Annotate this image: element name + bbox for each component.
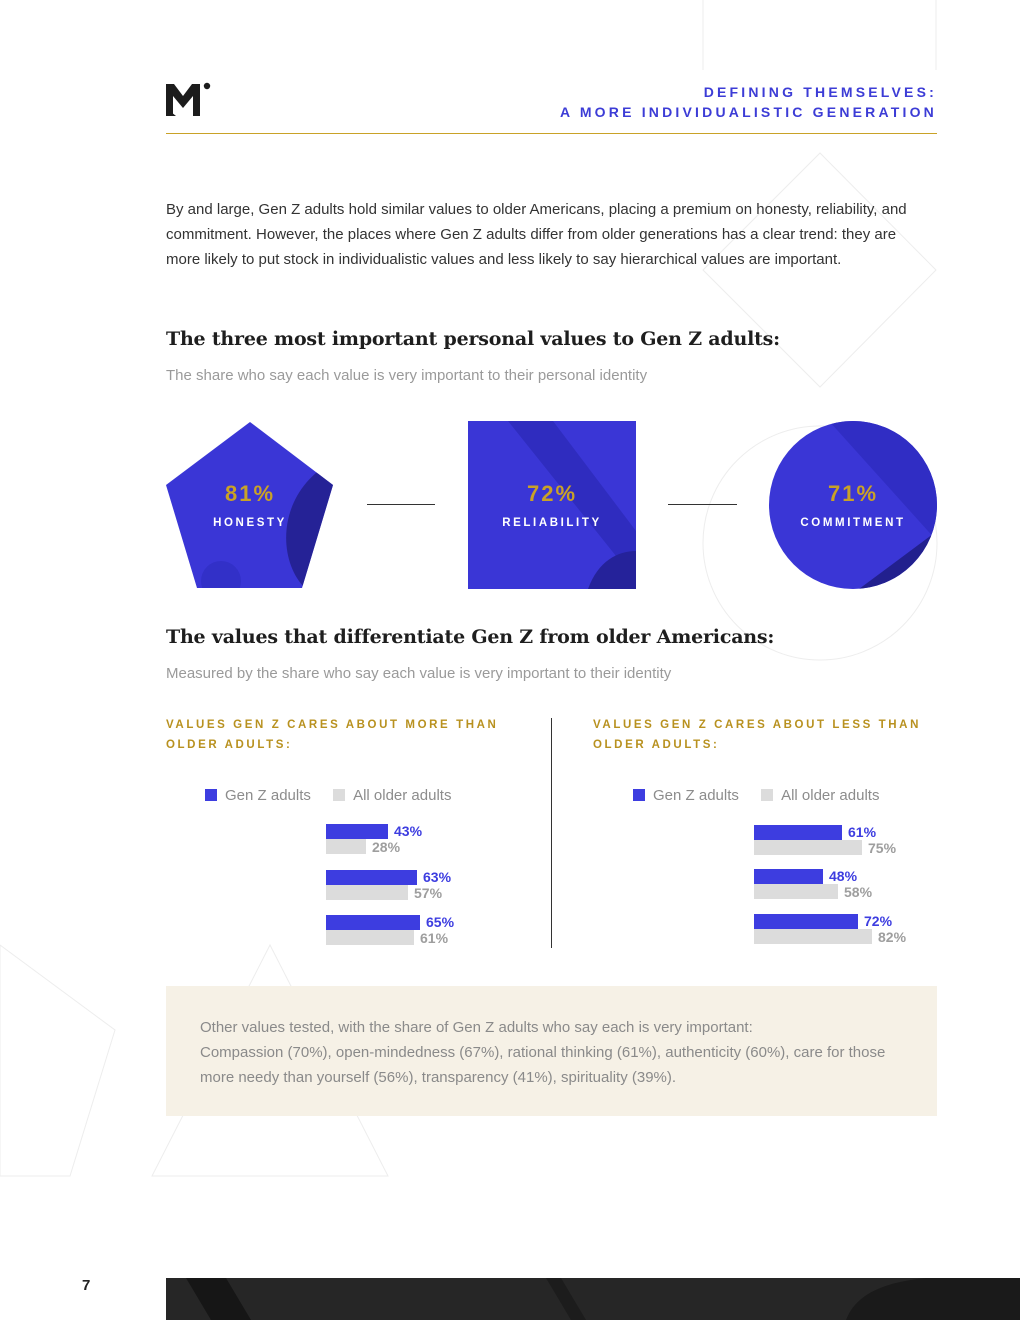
value-label-genz: 61% xyxy=(848,824,877,840)
legend-label-older: All older adults xyxy=(781,787,880,804)
chart-more-title xyxy=(166,715,498,755)
legend-swatch-older xyxy=(761,789,773,801)
chart-more-legend xyxy=(205,787,451,804)
header-divider xyxy=(166,133,937,134)
header-title-line1: DEFINING THEMSELVES: xyxy=(703,84,937,100)
value-card-reliability xyxy=(468,421,636,589)
value-card-commitment xyxy=(769,421,937,589)
value-label-older: 82% xyxy=(878,929,907,945)
bar-genz xyxy=(754,825,842,840)
intro-paragraph: By and large, Gen Z adults hold similar values to older Americans, placing a premium on honesty, reliability, and commitment. However, the places where Gen Z adults differ from older generations has a clear trend: they are more likely to put stock in individualistic values and less likely to say hierarchical values are important. xyxy=(166,201,907,268)
legend-swatch-older xyxy=(333,789,345,801)
reliability-percent: 72% xyxy=(526,481,578,506)
page-header-title xyxy=(560,82,937,122)
value-label-genz: 65% xyxy=(426,914,455,930)
bar-older xyxy=(754,840,862,855)
bar-genz xyxy=(326,824,388,839)
brand-logo xyxy=(166,82,212,118)
section2-subtitle: Measured by the share who say each value is very important to their identity xyxy=(166,665,672,682)
value-label-genz: 63% xyxy=(423,869,452,885)
value-label-older: 57% xyxy=(414,885,443,901)
chart-more-title-line2: OLDER ADULTS: xyxy=(166,739,293,751)
honesty-label: HONESTY xyxy=(213,517,287,529)
chart-more-title-line1: VALUES GEN Z CARES ABOUT MORE THAN xyxy=(166,719,499,731)
bar-genz xyxy=(326,870,417,885)
legend-label-genz: Gen Z adults xyxy=(225,787,311,804)
bar-genz xyxy=(326,915,420,930)
chart-less-legend xyxy=(633,787,879,804)
chart-less-title-line1: VALUES GEN Z CARES ABOUT LESS THAN xyxy=(593,719,921,731)
panel-divider xyxy=(551,718,552,948)
connector-line xyxy=(367,504,435,505)
legend-label-genz: Gen Z adults xyxy=(653,787,739,804)
bar-genz xyxy=(754,869,823,884)
other-values-note xyxy=(200,1015,910,1090)
honesty-percent: 81% xyxy=(224,481,276,506)
page-number: 7 xyxy=(82,1277,91,1294)
value-label-older: 61% xyxy=(420,930,449,946)
header-title-line2: A MORE INDIVIDUALISTIC GENERATION xyxy=(559,104,937,120)
reliability-label: RELIABILITY xyxy=(502,517,602,529)
value-label-genz: 72% xyxy=(864,913,893,929)
footer-band xyxy=(166,1278,1020,1320)
bar-older xyxy=(326,885,408,900)
legend-swatch-genz xyxy=(633,789,645,801)
bar-older xyxy=(326,930,414,945)
section1-subtitle: The share who say each value is very important to their personal identity xyxy=(166,367,648,384)
commitment-label: COMMITMENT xyxy=(800,517,906,529)
bar-older xyxy=(326,839,366,854)
value-card-honesty xyxy=(166,421,334,589)
value-label-older: 75% xyxy=(868,840,897,856)
legend-label-older: All older adults xyxy=(353,787,452,804)
legend-swatch-genz xyxy=(205,789,217,801)
value-label-genz: 48% xyxy=(829,868,858,884)
note-line2: Compassion (70%), open-mindedness (67%), rational thinking (61%), authenticity (60%), care for those more needy than yourself (56%), transparency (41%), spirituality (39%). xyxy=(200,1044,886,1086)
note-line1: Other values tested, with the share of Gen Z adults who say each is very important: xyxy=(200,1019,753,1036)
bar-genz xyxy=(754,914,858,929)
value-label-older: 58% xyxy=(844,884,873,900)
footer-pattern xyxy=(166,1278,1020,1320)
bar-older xyxy=(754,884,838,899)
bar-older xyxy=(754,929,872,944)
connector-line xyxy=(668,504,737,505)
value-label-genz: 43% xyxy=(394,823,423,839)
commitment-percent: 71% xyxy=(827,481,879,506)
section1-title: The three most important personal values to Gen Z adults: xyxy=(166,328,780,350)
section2-title: The values that differentiate Gen Z from older Americans: xyxy=(166,626,775,648)
value-label-older: 28% xyxy=(372,839,401,855)
chart-less-title-line2: OLDER ADULTS: xyxy=(593,739,720,751)
chart-less-title xyxy=(593,715,921,755)
